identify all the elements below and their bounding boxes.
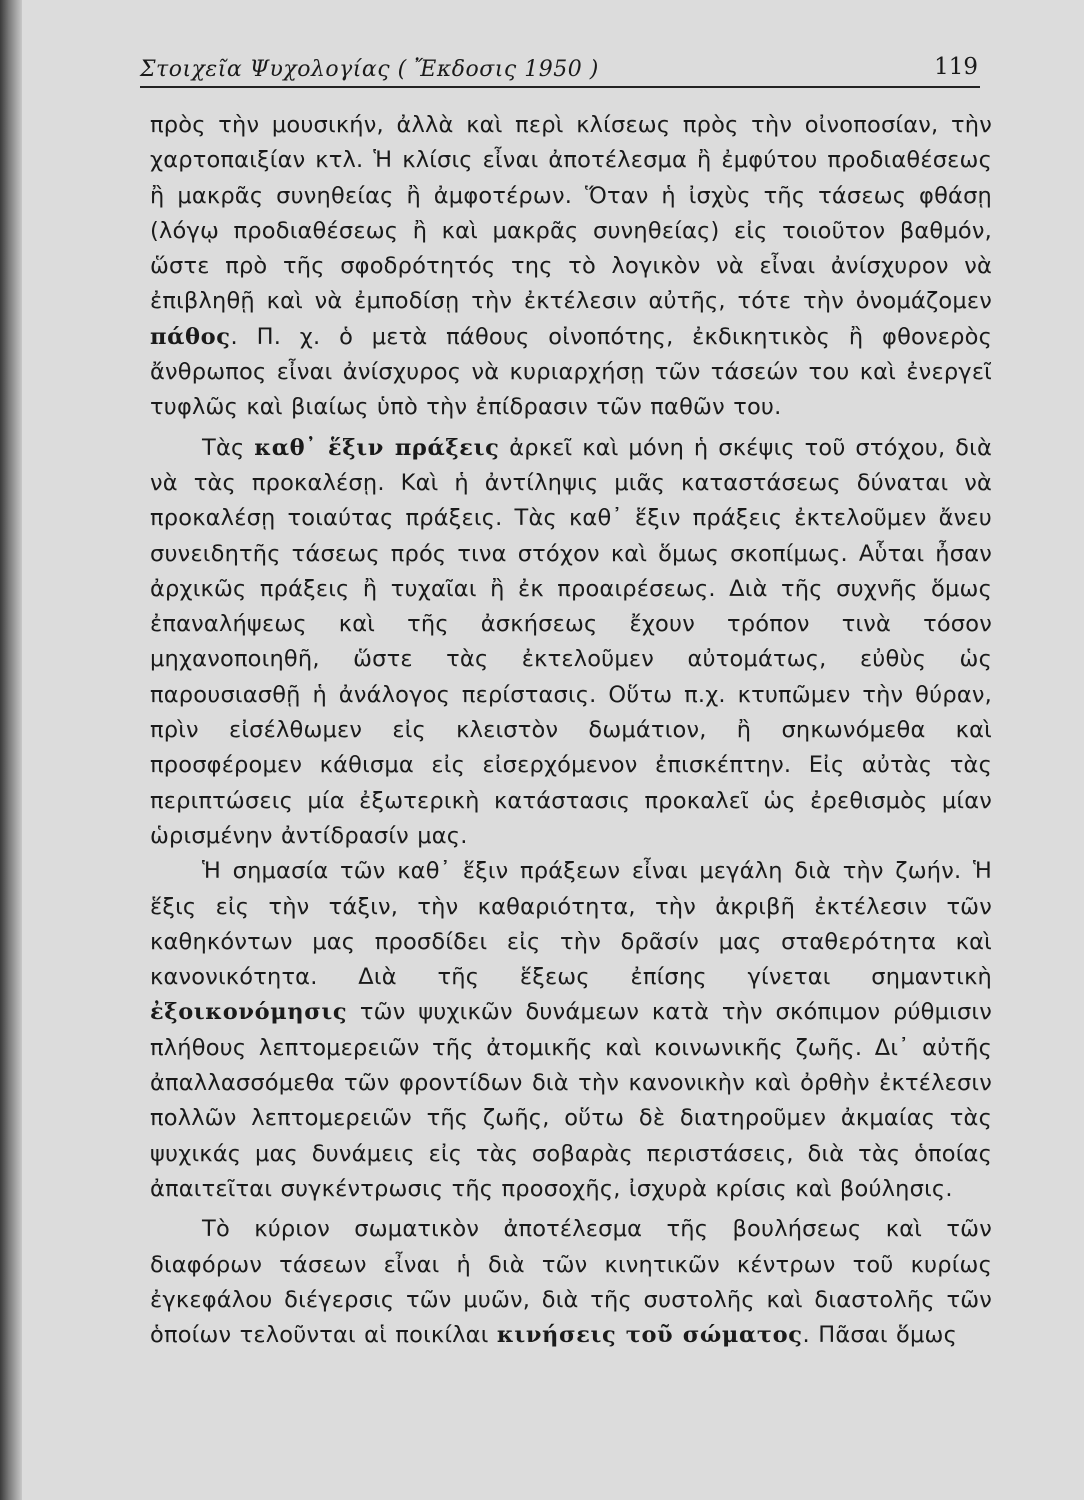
term-habitual-acts: καθ᾽ ἕξιν πράξεις <box>254 434 500 461</box>
paragraph-importance-of-habit <box>150 854 992 1207</box>
paragraph-bodily-effect <box>150 1212 992 1353</box>
text-run: . Πᾶσαι ὅμως <box>802 1322 957 1349</box>
text-run: τῶν ψυχικῶν δυνάμεων κατὰ τὴν σκόπιμον ρύθμισιν πλήθους λεπτομερειῶν τῆς ἀτομικῆς καὶ κοινωνικῆς ζωῆς. Δι᾽ αὐτῆς ἀπαλλασσόμεθα τῶν φροντίδων διὰ τὴν κανονικὴν καὶ ὀρθὴν ἐκτέλεσιν πολλῶν λεπτομερειῶν τῆς ζωῆς, οὕτω δὲ διατηροῦμεν ἀκμαίας τὰς ψυχικάς μας δυνάμεις εἰς τὰς σοβαρὰς περιστάσεις, διὰ τὰς ὁποίας ἀπαιτεῖται συγκέντρωσις τῆς προσοχῆς, ἰσχυρὰ κρίσις καὶ βούλησις. <box>150 999 992 1202</box>
page-number: 119 <box>934 54 978 80</box>
book-gutter-shadow <box>0 0 22 1500</box>
text-run: πρὸς τὴν μουσικήν, ἀλλὰ καὶ περὶ κλίσεως πρὸς τὴν οἰνοποσίαν, τὴν χαρτοπαιξίαν κτλ. Ἡ κλίσις εἶναι ἀποτέλεσμα ἢ ἐμφύτου προδιαθέσεως ἢ μακρᾶς συνηθείας ἢ ἀμφοτέρων. Ὅταν ἡ ἰσχὺς τῆς τάσεως φθάσῃ (λόγῳ προδιαθέσεως ἢ καὶ μακρᾶς συνηθείας) εἰς τοιοῦτον βαθμόν, ὥστε πρὸ τῆς σφοδρότητός της τὸ λογικὸν νὰ εἶναι ἀνίσχυρον νὰ ἐπιβληθῇ καὶ νὰ ἐμποδίσῃ τὴν ἐκτέλεσιν αὐτῆς, τότε τὴν ὀνομάζομεν <box>150 112 992 315</box>
term-economizing: ἐξοικονόμησις <box>150 999 348 1026</box>
body-text <box>150 108 992 1353</box>
text-run: Τὰς <box>202 434 255 461</box>
term-body-movements: κινήσεις τοῦ σώματος <box>496 1322 803 1349</box>
term-pathos: πάθος <box>150 323 231 350</box>
paragraph-habitual-acts <box>150 431 992 855</box>
running-title: Στοιχεῖα Ψυχολογίας ( Ἔκδοσις 1950 ) <box>140 57 599 82</box>
text-run: Ἡ σημασία τῶν καθ᾽ ἕξιν πράξεων εἶναι μεγάλη διὰ τὴν ζωήν. Ἡ ἕξις εἰς τὴν τάξιν, τὴν καθαριότητα, τὴν ἀκριβῆ ἐκτέλεσιν τῶν καθηκόντων μας προσδίδει εἰς τὴν δρᾶσίν μας σταθερότητα καὶ κανονικότητα. Διὰ τῆς ἕξεως ἐπίσης γίνεται σημαντικὴ <box>150 858 992 991</box>
running-head <box>140 42 980 88</box>
book-page <box>22 0 1084 1500</box>
text-run: . Π. χ. ὁ μετὰ πάθους οἰνοπότης, ἐκδικητικὸς ἢ φθονερὸς ἄνθρωπος εἶναι ἀνίσχυρος νὰ κυριαρχήσῃ τῶν τάσεών του καὶ ἐνεργεῖ τυφλῶς καὶ βιαίως ὑπὸ τὴν ἐπίδρασιν τῶν παθῶν του. <box>150 323 992 421</box>
text-run: Τὸ κύριον σωματικὸν ἀποτέλεσμα τῆς βουλήσεως καὶ τῶν διαφόρων τάσεων εἶναι ἡ διὰ τῶν κινητικῶν κέντρων τοῦ κυρίως ἐγκεφάλου διέγερσις τῶν μυῶν, διὰ τῆς συστολῆς καὶ διαστολῆς τῶν ὁποίων τελοῦνται αἱ ποικίλαι <box>150 1216 992 1349</box>
text-run: ἀρκεῖ καὶ μόνη ἡ σκέψις τοῦ στόχου, διὰ νὰ τὰς προκαλέσῃ. Καὶ ἡ ἀντίληψις μιᾶς καταστάσεως δύναται νὰ προκαλέσῃ τοιαύτας πράξεις. Τὰς καθ᾽ ἕξιν πράξεις ἐκτελοῦμεν ἄνευ συνειδητῆς τάσεως πρός τινα στόχον καὶ ὅμως σκοπίμως. Αὗται ἦσαν ἀρχικῶς πράξεις ἢ τυχαῖαι ἢ ἐκ προαιρέσεως. Διὰ τῆς συχνῆς ὅμως ἐπαναλήψεως καὶ τῆς ἀσκήσεως ἔχουν τρόπον τινὰ τόσον μηχανοποιηθῆ, ὥστε τὰς ἐκτελοῦμεν αὐτομάτως, εὐθὺς ὡς παρουσιασθῇ ἡ ἀνάλογος περίστασις. Οὕτω π.χ. κτυπῶμεν τὴν θύραν, πρὶν εἰσέλθωμεν εἰς κλειστὸν δωμάτιον, ἢ σηκωνόμεθα καὶ προσφέρομεν κάθισμα εἰς εἰσερχόμενον ἐπισκέπτην. Εἰς αὐτὰς τὰς περιπτώσεις μία ἐξωτερικὴ κατάστασις προκαλεῖ ὡς ἐρεθισμὸς μίαν ὡρισμένην ἀντίδρασίν μας. <box>150 434 992 849</box>
paragraph-continuation <box>150 108 992 426</box>
